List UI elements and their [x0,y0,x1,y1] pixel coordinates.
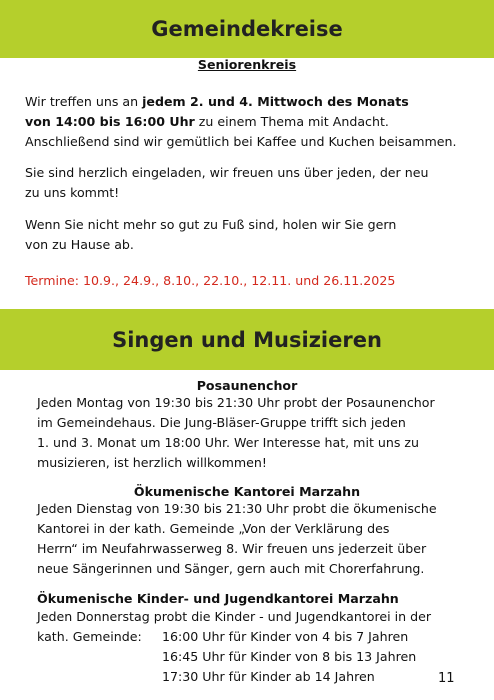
kantorei-line-4: neue Sängerinnen und Sänger, gern auch mit Chorerfahrung. [37,561,425,576]
meeting-days: jedem 2. und 4. Mittwoch des Monats [142,94,409,109]
text-run: Wir treffen uns an [25,94,143,109]
heading-kantorei: Ökumenische Kantorei Marzahn [133,484,361,499]
text-run: zu einem Thema mit Andacht. [194,114,389,129]
section-banner-gemeindekreise [0,0,494,58]
schedule-time-3: 17:30 Uhr für Kinder ab 14 Jahren [162,669,375,684]
kinderkantorei-location-label: kath. Gemeinde: [37,629,142,644]
seniorenkreis-line-2 [25,112,389,132]
section-title-singen-und-musizieren: Singen und Musizieren [112,327,382,352]
posaunenchor-line-4: musizieren, ist herzlich willkommen! [37,455,267,470]
invitation-line-1: Sie sind herzlich eingeladen, wir freuen uns über jeden, der neu [25,165,429,180]
section-banner-singen-und-musizieren [0,309,494,370]
termine-dates: Termine: 10.9., 24.9., 8.10., 22.10., 12.11. und 26.11.2025 [25,273,396,288]
seniorenkreis-line-1 [25,92,409,112]
meeting-time: von 14:00 bis 16:00 Uhr [25,114,195,129]
kantorei-line-2: Kantorei in der kath. Gemeinde „Von der Verklärung des [37,521,390,536]
kinderkantorei-line-1: Jeden Donnerstag probt die Kinder - und Jugendkantorei in der [37,609,432,624]
schedule-time-2: 16:45 Uhr für Kinder von 8 bis 13 Jahren [162,649,417,664]
page-number: 11 [438,671,455,686]
seniorenkreis-line-3: Anschließend sind wir gemütlich bei Kaffee und Kuchen beisammen. [25,134,457,149]
kantorei-line-3: Herrn“ im Neufahrwasserweg 8. Wir freuen uns jederzeit über [37,541,427,556]
heading-kinderkantorei: Ökumenische Kinder- und Jugendkantorei Marzahn [37,591,399,606]
pickup-line-2: von zu Hause ab. [25,237,134,252]
invitation-line-2: zu uns kommt! [25,185,120,200]
pickup-line-1: Wenn Sie nicht mehr so gut zu Fuß sind, holen wir Sie gern [25,217,397,232]
heading-posaunenchor: Posaunenchor [196,378,298,393]
kantorei-line-1: Jeden Dienstag von 19:30 bis 21:30 Uhr probt die ökumenische [37,501,437,516]
schedule-time-1: 16:00 Uhr für Kinder von 4 bis 7 Jahren [162,629,409,644]
posaunenchor-line-1: Jeden Montag von 19:30 bis 21:30 Uhr probt der Posaunenchor [37,395,435,410]
posaunenchor-line-2: im Gemeindehaus. Die Jung-Bläser-Gruppe trifft sich jeden [37,415,406,430]
subheading-seniorenkreis: Seniorenkreis [197,57,297,72]
section-title-gemeindekreise: Gemeindekreise [151,17,343,41]
posaunenchor-line-3: 1. und 3. Monat um 18:00 Uhr. Wer Interesse hat, mit uns zu [37,435,420,450]
